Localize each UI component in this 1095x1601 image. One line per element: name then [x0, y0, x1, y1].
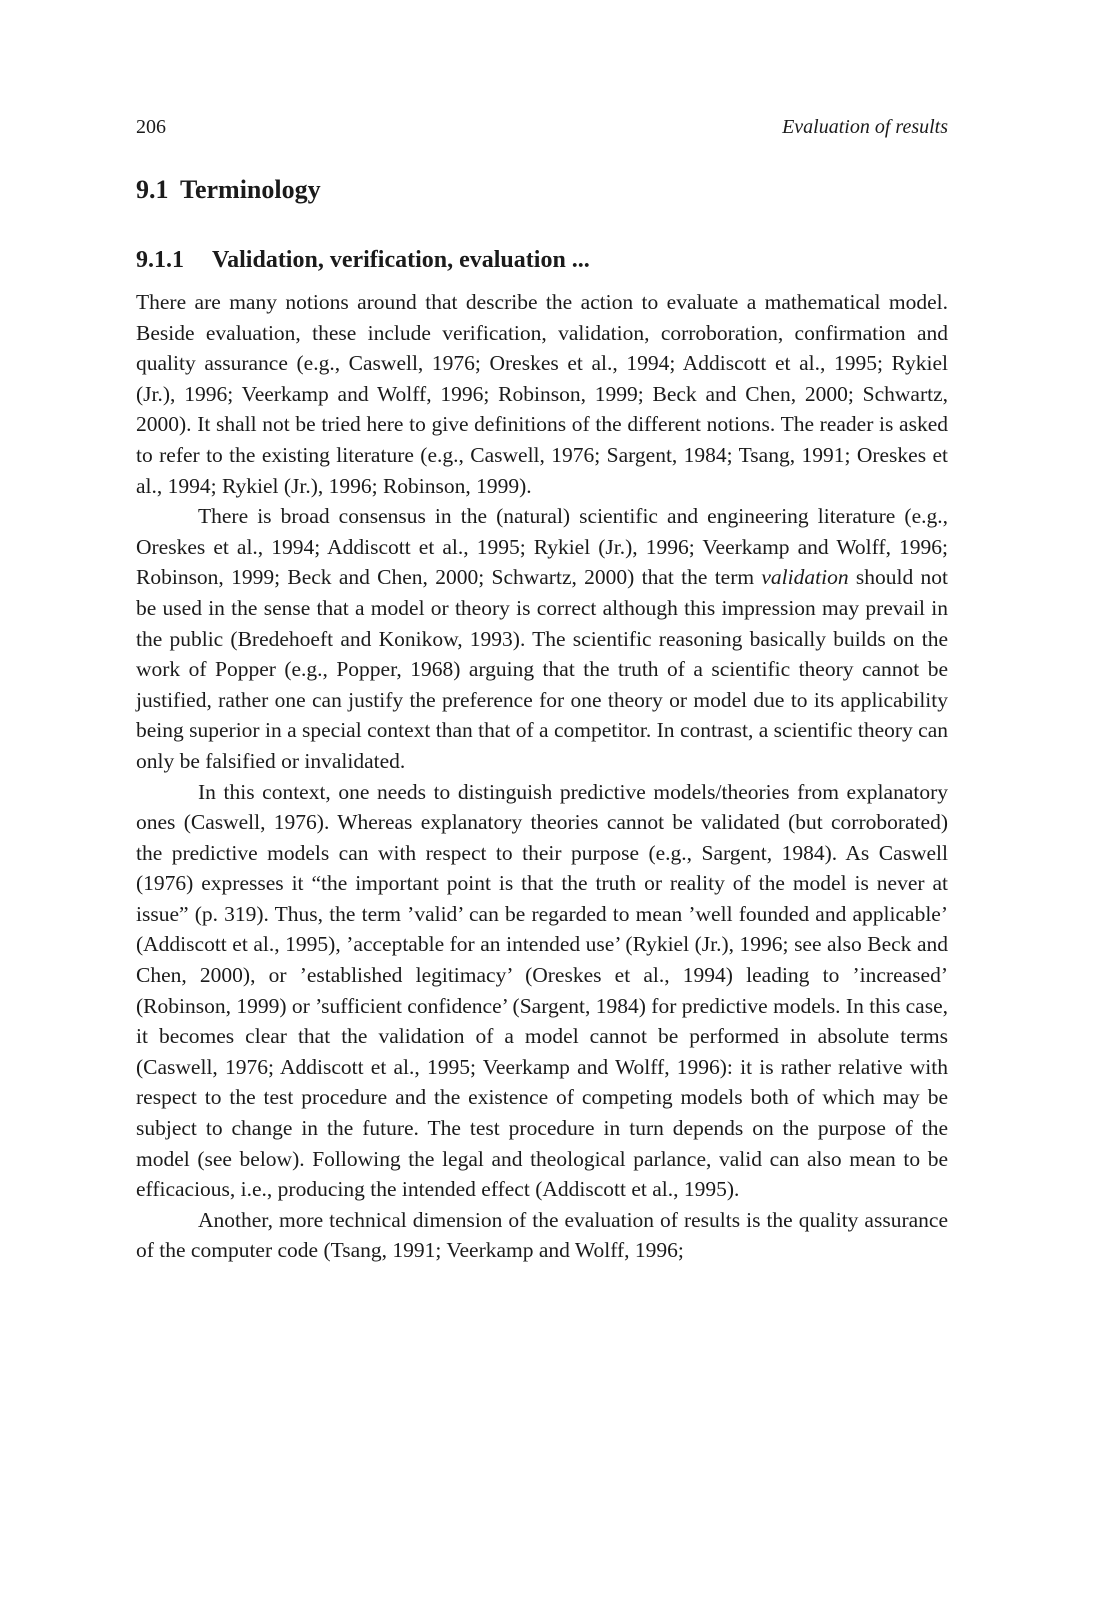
paragraph-3: In this context, one needs to distinguish predictive models/theories from explanatory ones (Caswell, 1976). Whereas explanatory theories cannot be validated (but corroborated) the predictive models can with respect to their purpose (e.g., Sargent, 1984). As Caswell (1976) expresses it “the important point is that the truth or reality of the model is never at issue” (p. 319). Thus, the term ’valid’ can be regarded to mean ’well founded and applicable’ (Addiscott et al., 1995), ’acceptable for an intended use’ (Rykiel (Jr.), 1996; see also Beck and Chen, 2000), or ’established legitimacy’ (Oreskes et al., 1994) leading to ’increased’ (Robinson, 1999) or ’sufficient confidence’ (Sargent, 1984) for predictive models. In this case, it becomes clear that the validation of a model cannot be performed in absolute terms (Caswell, 1976; Addiscott et al., 1995; Veerkamp and Wolff, 1996): it is rather relative with respect to the test procedure and the existence of competing models both of which may be subject to change in the future. The test procedure in turn depends on the purpose of the model (see below). Following the legal and theological parlance, valid can also mean to be efficacious, i.e., producing the intended effect (Addiscott et al., 1995).	[136, 779, 949, 1202]
paragraph-2-text-after: should not be used in the sense that a model or theory is correct although this impression may prevail in the public (Bredehoeft and Konikow, 1993). The scientific reasoning basically builds on the work of Popper (e.g., Popper, 1968) arguing that the truth of a scientific theory cannot be justified, rather one can justify the preference for one theory or model due to its applicability being superior in a special context than that of a competitor. In contrast, a scientific theory can only be falsified or invalidated.	[136, 565, 948, 773]
section-heading	[136, 172, 321, 208]
paragraph-1: There are many notions around that describe the action to evaluate a mathematical model. Beside evaluation, these include verification, validation, corroboration, confirmation and quality assurance (e.g., Caswell, 1976; Oreskes et al., 1994; Addiscott et al., 1995; Rykiel (Jr.), 1996; Veerkamp and Wolff, 1996; Robinson, 1999; Beck and Chen, 2000; Schwartz, 2000). It shall not be tried here to give definitions of the different notions. The reader is asked to refer to the existing literature (e.g., Caswell, 1976; Sargent, 1984; Tsang, 1991; Oreskes et al., 1994; Rykiel (Jr.), 1996; Robinson, 1999).	[136, 290, 948, 498]
paragraph-4: Another, more technical dimension of the evaluation of results is the quality assurance of the computer code (Tsang, 1991; Veerkamp and Wolff, 1996;	[136, 1207, 948, 1263]
subsection-heading	[136, 243, 590, 277]
section-title: Terminology	[180, 175, 321, 204]
section-number: 9.1	[136, 175, 169, 204]
subsection-number: 9.1.1	[136, 247, 184, 273]
paragraph-2	[136, 501, 948, 776]
running-title: Evaluation of results	[782, 116, 948, 138]
italic-term-validation: validation	[761, 565, 849, 590]
page-number: 206	[136, 116, 166, 138]
paragraph-2-text-before: There is broad consensus in the (natural) scientific and engineering literature (e.g., Oreskes et al., 1994; Addiscott et al., 1995; Rykiel (Jr.), 1996; Veerkamp and Wolff, 1996; Robinson, 1999; Beck and Chen, 2000; Schwartz, 2000) that the term	[136, 504, 948, 590]
running-head	[136, 112, 948, 142]
subsection-title: Validation, verification, evaluation ...	[212, 247, 590, 273]
body-text	[136, 287, 948, 1266]
